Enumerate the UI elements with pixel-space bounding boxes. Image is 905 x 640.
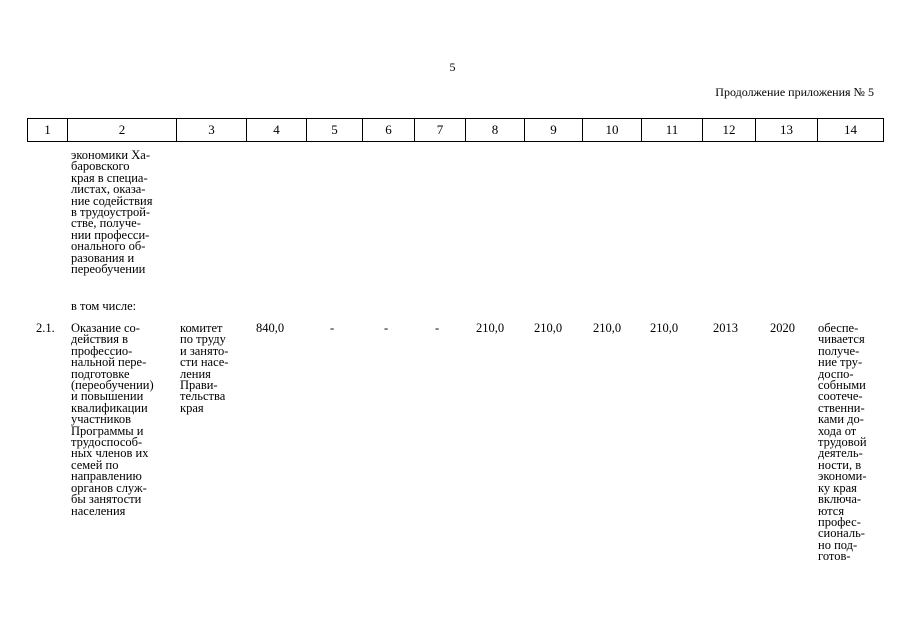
header-cell: 5: [307, 119, 363, 142]
header-cell: 2: [68, 119, 177, 142]
row-total-funding: 840,0: [256, 321, 285, 335]
row-col11-value: 210,0: [650, 321, 679, 335]
header-cell: 8: [466, 119, 525, 142]
row-activity-name: Оказание со- действия в профессио- нальной пере- подготовке (переобучении) и повышении квалификации участников Программы и трудоспособ- ных членов их семей по направлению органов служ- бы занятости населения: [71, 321, 154, 518]
header-cell: 1: [28, 119, 68, 142]
row-col5-value: -: [330, 321, 335, 335]
column-header-table: [27, 118, 884, 142]
row-executor: комитет по труду и занято- сти насе- ления Прави- тельства края: [180, 321, 229, 415]
header-cell: 9: [525, 119, 583, 142]
header-cell: 14: [818, 119, 884, 142]
header-cell: 3: [177, 119, 247, 142]
row-col7-value: -: [435, 321, 440, 335]
header-cell: 6: [363, 119, 415, 142]
continued-description: экономики Ха- баровского края в специа- листах, оказа- ние содействия в трудоустрой- стве, получе- нии професси- онального об- разования и переобучении: [71, 148, 153, 277]
header-cell: 10: [583, 119, 642, 142]
row-col8-value: 210,0: [476, 321, 505, 335]
header-row: [28, 119, 884, 142]
page-number: 5: [449, 60, 456, 74]
row-start-year: 2013: [713, 321, 738, 335]
row-number: 2.1.: [36, 321, 55, 335]
row-col9-value: 210,0: [534, 321, 563, 335]
continuation-label: Продолжение приложения № 5: [715, 85, 874, 99]
header-cell: 11: [642, 119, 703, 142]
header-cell: 13: [756, 119, 818, 142]
including-label: в том числе:: [71, 299, 137, 313]
row-col6-value: -: [384, 321, 389, 335]
row-col10-value: 210,0: [593, 321, 622, 335]
header-cell: 4: [247, 119, 307, 142]
header-cell: 12: [703, 119, 756, 142]
header-cell: 7: [415, 119, 466, 142]
row-expected-result: обеспе- чивается получе- ние тру- доспо- собными соотече- ственни- ками до- хода от трудовой деятель- ности, в экономи- ку края включа- ются профес- сиональ- но под- готов-: [818, 321, 867, 564]
row-end-year: 2020: [770, 321, 795, 335]
